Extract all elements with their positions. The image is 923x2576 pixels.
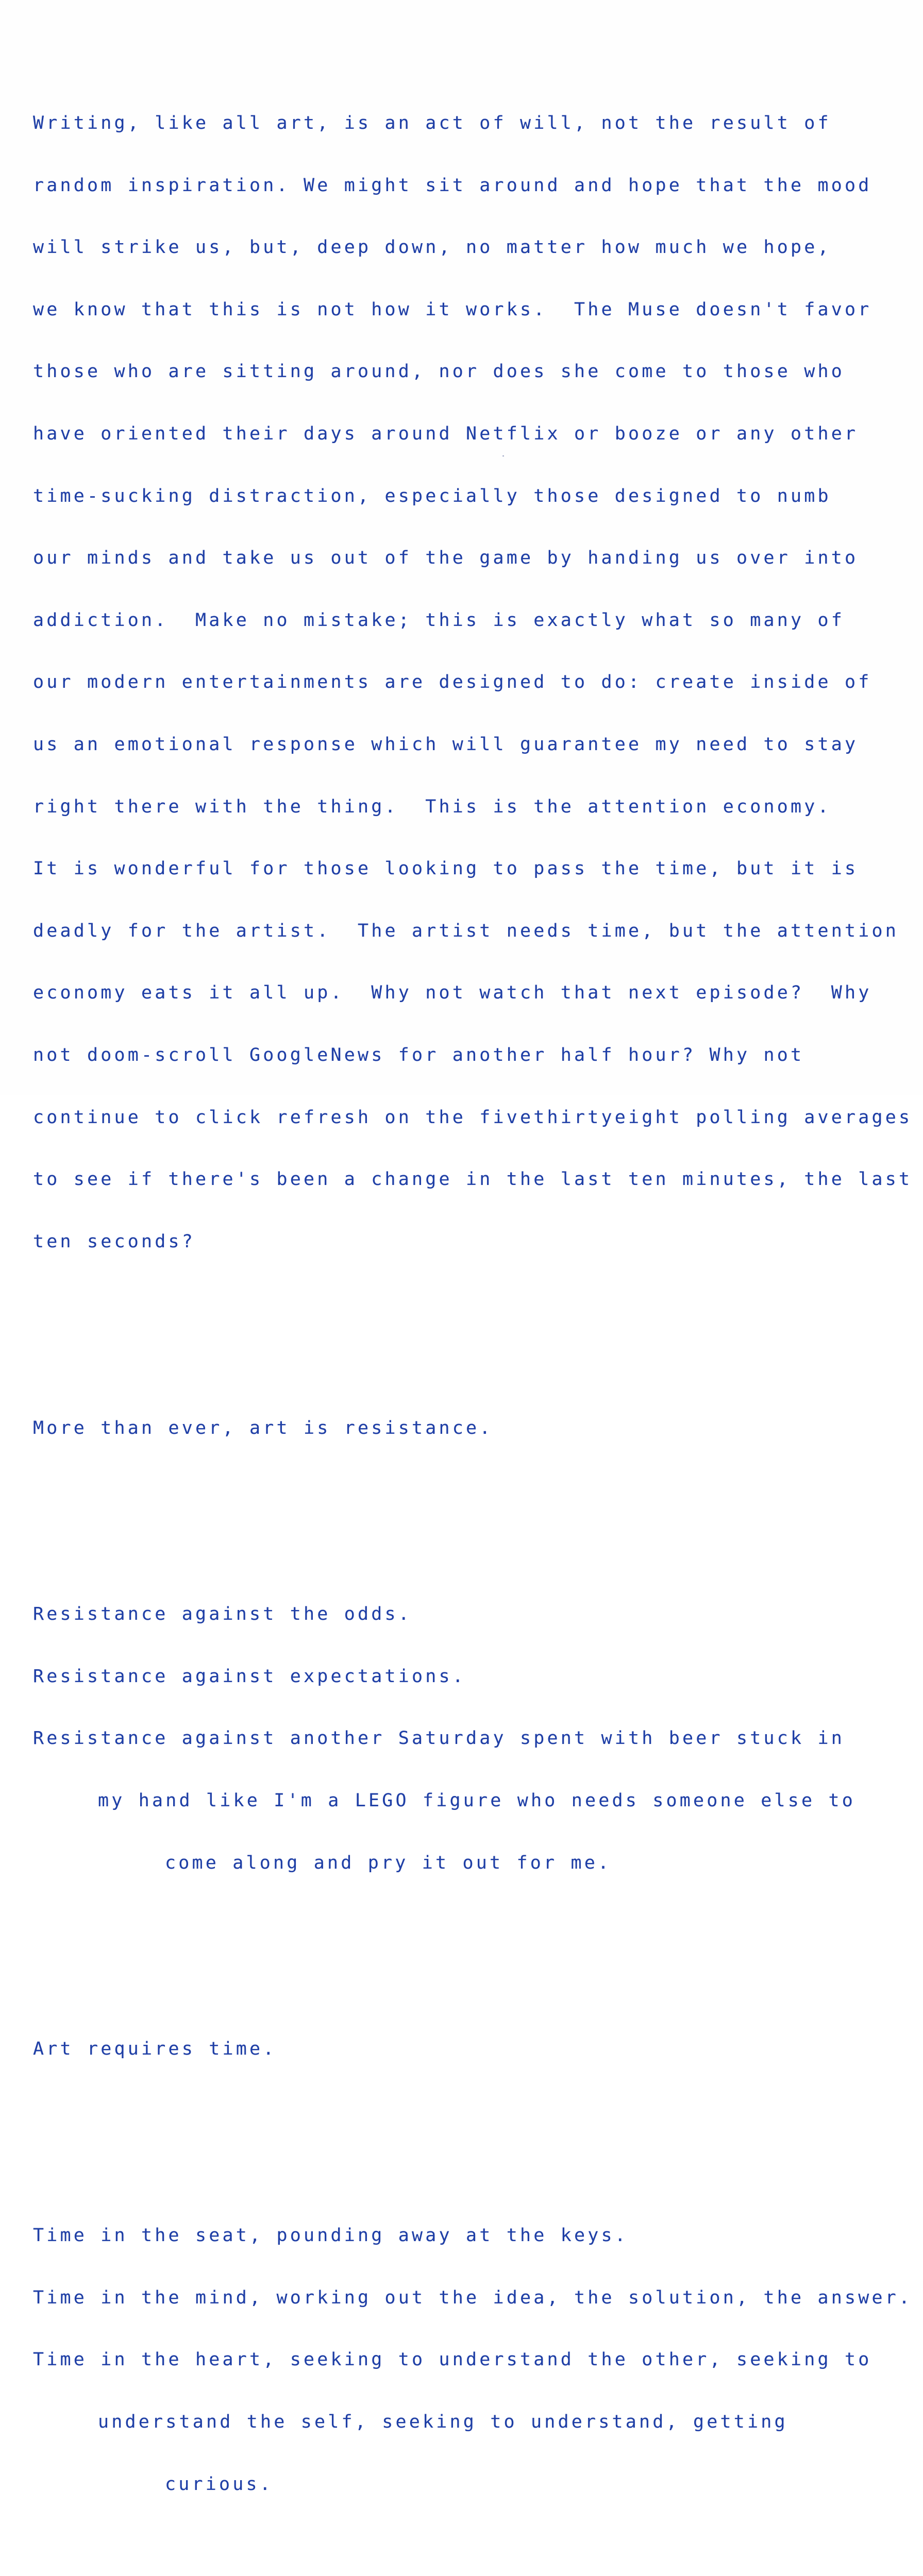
paper-speck (502, 455, 504, 456)
paragraph-gap (33, 1335, 909, 1355)
list-item-continuation: come along and pry it out for me. (165, 1852, 612, 1873)
document-body (33, 9, 913, 2576)
text-line: will strike us, but, deep down, no matter how much we hope, (33, 237, 831, 258)
paragraph-gap (33, 2101, 909, 2122)
list-item-continuation: my hand like I'm a LEGO figure who needs someone else to (98, 1790, 855, 1811)
text-line: ten seconds? (33, 1231, 195, 1252)
text-line: random inspiration. We might sit around and hope that the mood (33, 175, 872, 196)
list-item-continuation: understand the self, seeking to understand, getting (98, 2412, 788, 2433)
text-line: us an emotional response which will guarantee my need to stay (33, 734, 859, 755)
text-line: time-sucking distraction, especially those designed to numb (33, 485, 831, 506)
text-line: deadly for the artist. The artist needs time, but the attention (33, 920, 899, 941)
list-item: Resistance against expectations. (33, 1666, 466, 1687)
text-line: right there with the thing. This is the attention economy. (33, 796, 831, 817)
list-item: Resistance against another Saturday spent with beer stuck in (33, 1728, 845, 1749)
text-line: our minds and take us out of the game by handing us over into (33, 548, 859, 569)
text-line: not doom-scroll GoogleNews for another half hour? Why not (33, 1044, 804, 1065)
paragraph-3: Art requires time. (33, 2039, 277, 2060)
paragraph-2: More than ever, art is resistance. (33, 1417, 493, 1438)
text-line: economy eats it all up. Why not watch that next episode? Why (33, 982, 872, 1004)
list-item: Time in the seat, pounding away at the keys. (33, 2225, 628, 2246)
resistance-list (33, 1563, 909, 1914)
list-item: Time in the heart, seeking to understand the other, seeking to (33, 2349, 872, 2370)
text-line: have oriented their days around Netflix or booze or any other (33, 423, 859, 444)
list-item: Time in the mind, working out the idea, the solution, the answer. (33, 2287, 913, 2308)
text-line: those who are sitting around, nor does she come to those who (33, 361, 845, 382)
list-item-continuation: curious. (165, 2473, 273, 2495)
text-line: Writing, like all art, is an act of will, not the result of (33, 113, 831, 134)
text-line: to see if there's been a change in the last ten minutes, the last (33, 1169, 913, 1190)
paragraph-gap (33, 1956, 909, 1977)
time-list (33, 2184, 913, 2536)
text-line: we know that this is not how it works. The Muse doesn't favor (33, 299, 872, 320)
text-line: our modern entertainments are designed to do: create inside of (33, 672, 872, 693)
list-item: Resistance against the odds. (33, 1604, 412, 1625)
paragraph-gap (33, 1480, 909, 1500)
paragraph-1 (33, 72, 913, 1294)
text-line: It is wonderful for those looking to pass the time, but it is (33, 858, 859, 879)
text-line: continue to click refresh on the fivethirtyeight polling averages (33, 1107, 913, 1128)
text-line: addiction. Make no mistake; this is exactly what so many of (33, 609, 845, 631)
